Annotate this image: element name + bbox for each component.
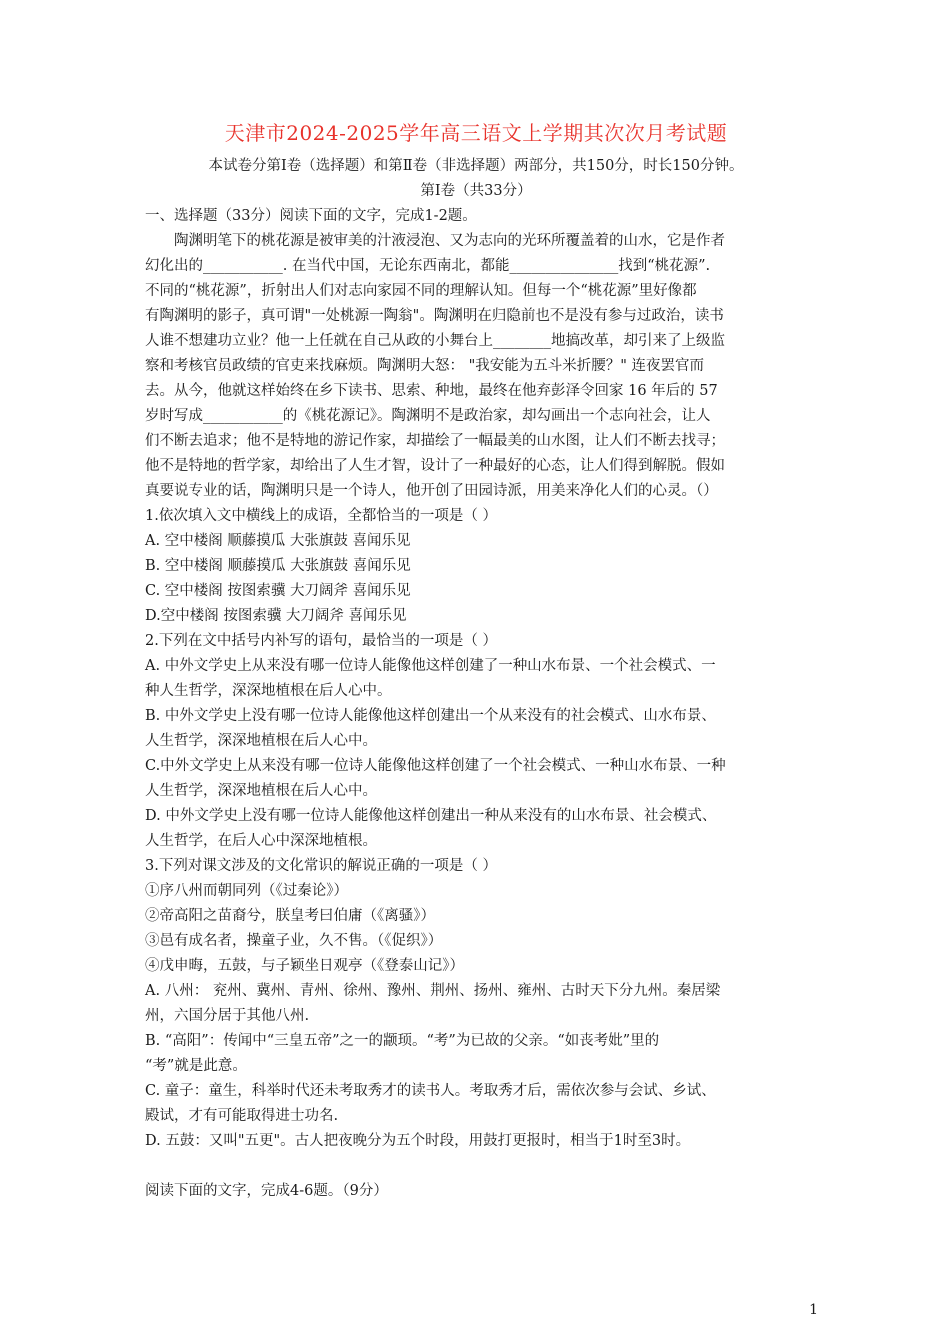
question-3	[145, 854, 807, 1154]
question-option: A. 中外文学史上从来没有哪一位诗人能像他这样创建了一种山水布景、一个社会模式、一	[145, 658, 716, 674]
passage-line: 有陶渊明的影子，真可谓"一处桃源一陶翁"。陶渊明在归隐前也不是没有参与过政治，读书	[145, 308, 724, 324]
reading-passage	[145, 229, 807, 504]
page-number: 1	[809, 1302, 818, 1318]
document-title: 天津市2024-2025学年高三语文上学期其次次月考试题	[224, 121, 728, 145]
question-stem: 1.依次填入文中横线上的成语，全都恰当的一项是（ ）	[145, 508, 497, 524]
question-option: A. 空中楼阁 顺藤摸瓜 大张旗鼓 喜闻乐见	[145, 533, 411, 549]
question-option: ①序八州而朝同列（《过秦论》）	[145, 883, 348, 899]
section1-heading: 一、选择题（33分）阅读下面的文字，完成1-2题。	[145, 208, 477, 224]
question-option: B. 空中楼阁 顺藤摸瓜 大张旗鼓 喜闻乐见	[145, 558, 411, 574]
passage-line: 们不断去追求；他不是特地的游记作家，却描绘了一幅最美的山水图，让人们不断去找寻；	[145, 433, 725, 449]
question-option: B. 中外文学史上没有哪一位诗人能像他这样创建出一个从来没有的社会模式、山水布景、	[145, 708, 716, 724]
question-option: A. 八州： 兖州、冀州、青州、徐州、豫州、荆州、扬州、雍州、古时天下分九州。秦居梁	[145, 983, 721, 999]
passage-line: 陶渊明笔下的桃花源是被审美的汁液浸泡、又为志向的光环所覆盖着的山水，它是作者	[174, 233, 725, 249]
question-option: B. “高阳”：传闻中“三皇五帝”之一的颛顼。“考”为已故的父亲。“如丧考妣”里的	[145, 1033, 660, 1049]
question-option: 州，六国分居于其他八州.	[145, 1008, 310, 1024]
passage-line: 不同的“桃花源”，折射出人们对志向家园不同的理解认知。但每一个“桃花源”里好像都	[145, 283, 697, 299]
passage-line: 幻化出的___________. 在当代中国，无论东西南北，都能_______________找到“桃花源”.	[145, 258, 711, 274]
question-option: C. 童子：童生，科举时代还未考取秀才的读书人。考取秀才后，需依次参与会试、乡试、	[145, 1083, 716, 1099]
question-option: ③邑有成名者，操童子业，久不售。（《促织》）	[145, 933, 443, 949]
question-option: C. 空中楼阁 按图索骥 大刀阔斧 喜闻乐见	[145, 583, 411, 599]
spacer	[145, 1154, 807, 1179]
passage-line: 察和考核官员政绩的官吏来找麻烦。陶渊明大怒： "我安能为五斗米折腰？" 连夜罢官而	[145, 358, 705, 374]
document-page	[145, 118, 807, 1204]
question-option: 人生哲学，在后人心中深深地植根。	[145, 833, 377, 849]
question-option: ②帝高阳之苗裔兮，朕皇考曰伯庸（《离骚》）	[145, 908, 435, 924]
question-2	[145, 629, 807, 854]
passage-line: 人谁不想建功立业？他一上任就在自己从政的小舞台上________地搞改革，却引来了上级监	[145, 333, 725, 349]
exam-intro: 本试卷分第Ⅰ卷（选择题）和第Ⅱ卷（非选择题）两部分，共150分，时长150分钟。	[208, 158, 744, 174]
question-option: C.中外文学史上从来没有哪一位诗人能像他这样创建了一个社会模式、一种山水布景、一种	[145, 758, 726, 774]
question-stem: 2.下列在文中括号内补写的语句，最恰当的一项是（ ）	[145, 633, 497, 649]
passage-line: 他不是特地的哲学家，却给出了人生才智，设计了一种最好的心态，让人们得到解脱。假如	[145, 458, 725, 474]
passage-line: 去。从今，他就这样始终在乡下读书、思索、种地，最终在他弃彭泽令回家 16 年后的 57	[145, 383, 718, 399]
question-option: 人生哲学，深深地植根在后人心中。	[145, 783, 377, 799]
part1-heading: 第Ⅰ卷（共33分）	[420, 183, 532, 199]
next-section-heading: 阅读下面的文字，完成4-6题。（9分）	[145, 1183, 388, 1199]
question-option: 殿试，才有可能取得进士功名.	[145, 1108, 339, 1124]
question-option: “考”就是此意。	[145, 1058, 247, 1074]
question-option: 种人生哲学，深深地植根在后人心中。	[145, 683, 392, 699]
passage-line: 岁时写成___________的《桃花源记》。陶渊明不是政治家，却勾画出一个志向社会，让人	[145, 408, 711, 424]
question-option: ④戊申晦，五鼓，与子颖坐日观亭（《登泰山记》）	[145, 958, 464, 974]
question-option: 人生哲学，深深地植根在后人心中。	[145, 733, 377, 749]
question-option: D. 中外文学史上没有哪一位诗人能像他这样创建出一种从来没有的山水布景、社会模式、	[145, 808, 717, 824]
question-stem: 3.下列对课文涉及的文化常识的解说正确的一项是（ ）	[145, 858, 497, 874]
question-option: D.空中楼阁 按图索骥 大刀阔斧 喜闻乐见	[145, 608, 407, 624]
question-1	[145, 504, 807, 629]
question-option: D. 五鼓：又叫"五更"。古人把夜晚分为五个时段，用鼓打更报时，相当于1时至3时。	[145, 1133, 691, 1149]
passage-line: 真要说专业的话，陶渊明只是一个诗人，他开创了田园诗派，用美来净化人们的心灵。（）	[145, 483, 718, 499]
